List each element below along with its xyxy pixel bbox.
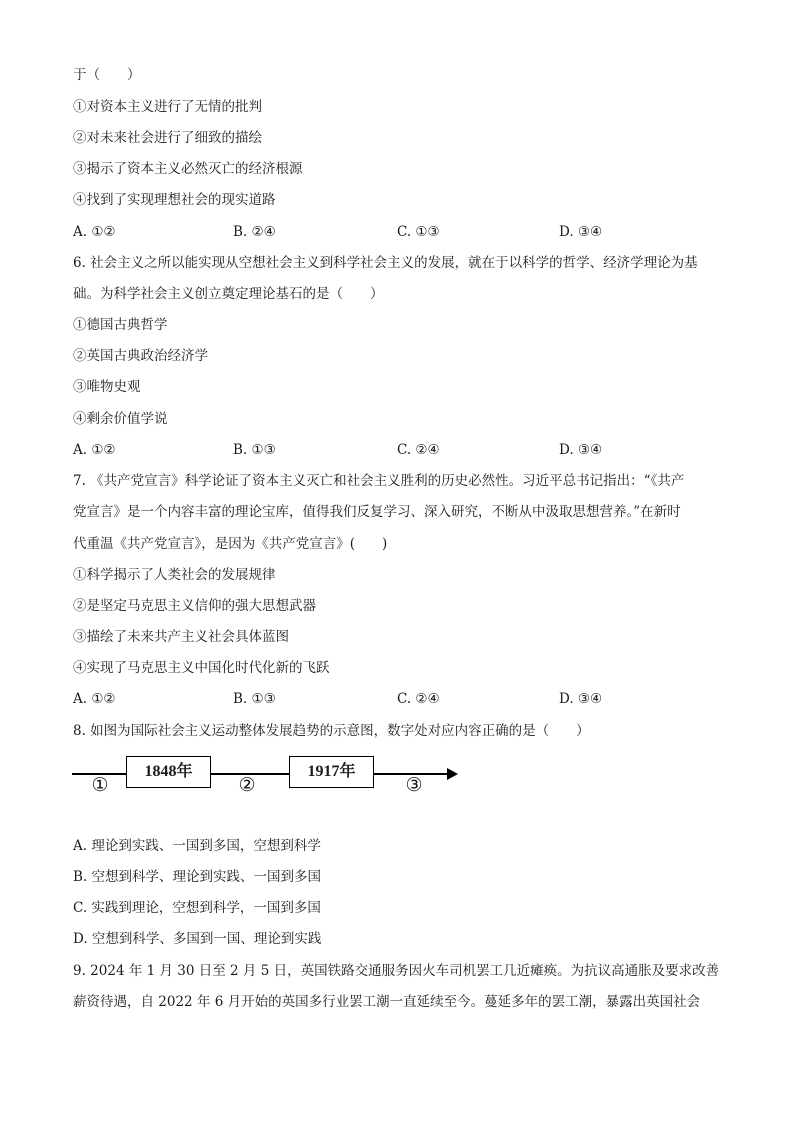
- q9-stem-line-1: 9. 2024 年 1 月 30 日至 2 月 5 日，英国铁路交通服务因火车司机罢工几近瘫痪。为抗议高通胀及要求改善: [73, 963, 720, 979]
- q8-stem: 8. 如图为国际社会主义运动整体发展趋势的示意图，数字处对应内容正确的是（ ）: [73, 723, 590, 739]
- q6-item-3: ③唯物史观: [73, 379, 141, 395]
- q6-item-4: ④剩余价值学说: [73, 411, 168, 427]
- q8-option-b: B. 空想到科学、理论到实践、一国到多国: [73, 869, 322, 885]
- timeline-box-1917: 1917年: [289, 756, 374, 788]
- q8-option-d: D. 空想到科学、多国到一国、理论到实践: [73, 931, 322, 947]
- q5-item-2: ②对未来社会进行了细致的描绘: [73, 130, 262, 146]
- timeline-marker-1: ①: [91, 774, 109, 796]
- q5-option-d: D. ③④: [559, 224, 603, 240]
- q7-option-d: D. ③④: [559, 691, 603, 707]
- q6-option-b: B. ①③: [233, 442, 276, 458]
- q6-option-a: A. ①②: [73, 442, 116, 458]
- q8-option-a: A. 理论到实践、一国到多国，空想到科学: [73, 838, 321, 854]
- timeline-marker-3: ③: [405, 774, 423, 796]
- q6-stem-line-1: 6. 社会主义之所以能实现从空想社会主义到科学社会主义的发展，就在于以科学的哲学、经济学理论为基: [73, 255, 698, 271]
- q7-stem-line-1: 7. 《共产党宣言》科学论证了资本主义灭亡和社会主义胜利的历史必然性。习近平总书记指出：“《共产: [73, 473, 685, 489]
- q6-option-d: D. ③④: [559, 442, 603, 458]
- q5-option-a: A. ①②: [73, 224, 116, 240]
- q5-item-3: ③揭示了资本主义必然灭亡的经济根源: [73, 161, 303, 177]
- q5-stem-end: 于（ ）: [73, 67, 141, 83]
- q7-stem-line-3: 代重温《共产党宣言》，是因为《共产党宣言》( ): [73, 536, 388, 552]
- q7-option-c: C. ②④: [397, 691, 440, 707]
- q5-item-4: ④找到了实现理想社会的现实道路: [73, 192, 276, 208]
- q7-item-3: ③描绘了未来共产主义社会具体蓝图: [73, 629, 289, 645]
- q7-item-1: ①科学揭示了人类社会的发展规律: [73, 567, 276, 583]
- timeline-marker-2: ②: [238, 774, 256, 796]
- q6-stem-line-2: 础。为科学社会主义创立奠定理论基石的是（ ）: [73, 286, 384, 302]
- q9-stem-line-2: 薪资待遇，自 2022 年 6 月开始的英国多行业罢工潮一直延续至今。蔓延多年的罢工潮，暴露出英国社会: [73, 994, 701, 1010]
- q7-option-b: B. ①③: [233, 691, 276, 707]
- q7-stem-line-2: 党宣言》是一个内容丰富的理论宝库，值得我们反复学习、深入研究，不断从中汲取思想营养。”在新时: [73, 504, 681, 520]
- q5-option-c: C. ①③: [397, 224, 440, 240]
- q6-item-1: ①德国古典哲学: [73, 317, 168, 333]
- q6-option-c: C. ②④: [397, 442, 440, 458]
- q5-option-b: B. ②④: [233, 224, 276, 240]
- timeline-box-1848: 1848年: [126, 756, 211, 788]
- q7-option-a: A. ①②: [73, 691, 116, 707]
- q7-item-4: ④实现了马克思主义中国化时代化新的飞跃: [73, 660, 330, 676]
- timeline-diagram: [72, 756, 472, 802]
- q7-item-2: ②是坚定马克思主义信仰的强大思想武器: [73, 598, 316, 614]
- q6-item-2: ②英国古典政治经济学: [73, 348, 208, 364]
- q5-item-1: ①对资本主义进行了无情的批判: [73, 99, 262, 115]
- q8-option-c: C. 实践到理论，空想到科学，一国到多国: [73, 900, 321, 916]
- arrow-head-icon: [447, 768, 458, 780]
